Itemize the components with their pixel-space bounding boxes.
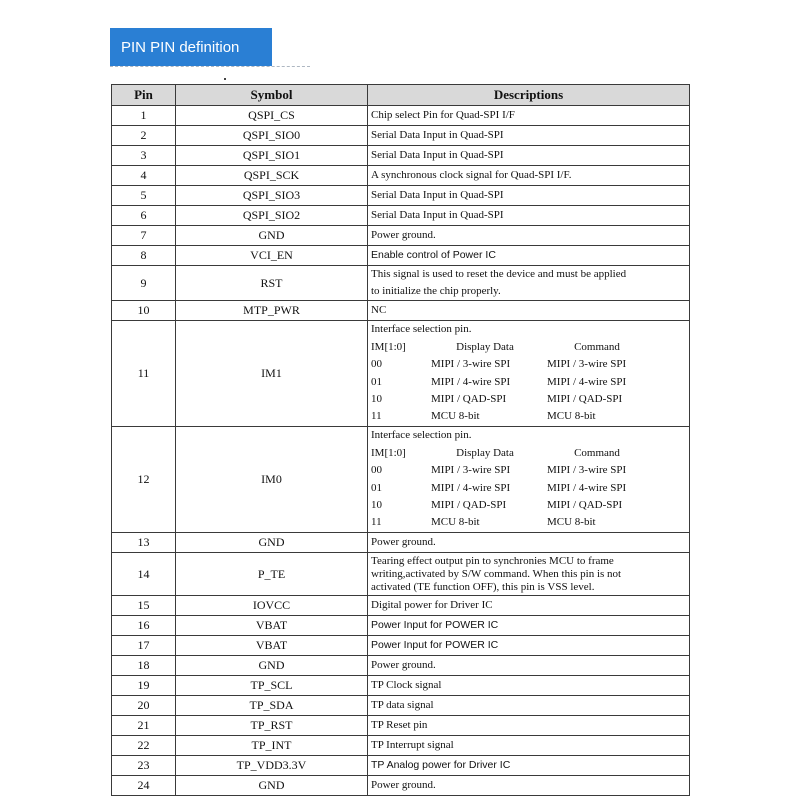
pin-symbol: QSPI_SIO3 [176, 186, 368, 206]
im-header-cell: Command [574, 446, 620, 459]
pin-description: Enable control of Power IC [368, 246, 690, 266]
pin-number: 8 [112, 246, 176, 266]
im-cell: MCU 8-bit [431, 516, 480, 529]
pin-symbol: TP_SDA [176, 696, 368, 716]
pin-description: Power ground. [368, 533, 690, 553]
table-row [112, 756, 690, 776]
column-header-pin: Pin [112, 85, 176, 106]
im-header-row [371, 339, 689, 356]
pin-symbol: P_TE [176, 553, 368, 596]
pin-number: 13 [112, 533, 176, 553]
table-row [112, 427, 690, 533]
im-cell: MIPI / QAD-SPI [547, 498, 623, 511]
pin-number: 14 [112, 553, 176, 596]
im-header-cell: IM[1:0] [371, 340, 406, 353]
pin-symbol: QSPI_SIO0 [176, 126, 368, 146]
pin-description: Serial Data Input in Quad-SPI [368, 146, 690, 166]
im-row [371, 391, 689, 408]
pin-description: A synchronous clock signal for Quad-SPI I/F. [368, 166, 690, 186]
im-cell: 01 [371, 375, 382, 388]
pin-number: 12 [112, 427, 176, 533]
im-cell: MIPI / 3-wire SPI [431, 358, 511, 371]
im-cell: MIPI / QAD-SPI [431, 392, 507, 405]
pin-symbol: TP_VDD3.3V [176, 756, 368, 776]
pin-number: 3 [112, 146, 176, 166]
im-intro: Interface selection pin. [371, 429, 472, 442]
im-row [371, 408, 689, 425]
pin-description: TP data signal [368, 696, 690, 716]
pin-symbol: VBAT [176, 636, 368, 656]
table-row [112, 596, 690, 616]
pin-number: 5 [112, 186, 176, 206]
im-cell: MCU 8-bit [547, 516, 596, 529]
pin-symbol: MTP_PWR [176, 301, 368, 321]
pin-number: 6 [112, 206, 176, 226]
im-row [371, 497, 689, 514]
pin-number: 23 [112, 756, 176, 776]
pin-description: NC [368, 301, 690, 321]
im-header-cell: Display Data [456, 340, 514, 353]
im-cell: MIPI / 4-wire SPI [547, 481, 627, 494]
table-row [112, 656, 690, 676]
im-intro: Interface selection pin. [371, 323, 472, 336]
im-row [371, 374, 689, 391]
table-row [112, 533, 690, 553]
table-row [112, 226, 690, 246]
interface-selection-block [371, 427, 689, 531]
column-header-symbol: Symbol [176, 85, 368, 106]
pin-number: 19 [112, 676, 176, 696]
pin-symbol: VBAT [176, 616, 368, 636]
pin-symbol: QSPI_SCK [176, 166, 368, 186]
im-cell: MIPI / 3-wire SPI [547, 358, 627, 371]
description-line: writing,activated by S/W command. When this pin is not [371, 567, 622, 580]
pin-description: TP Clock signal [368, 676, 690, 696]
pin-description: TP Reset pin [368, 716, 690, 736]
table-row [112, 206, 690, 226]
im-cell: MIPI / 4-wire SPI [547, 375, 627, 388]
pin-symbol: QSPI_SIO2 [176, 206, 368, 226]
pin-number: 24 [112, 776, 176, 796]
pin-number: 10 [112, 301, 176, 321]
pin-description: Chip select Pin for Quad-SPI I/F [368, 106, 690, 126]
table-row [112, 266, 690, 301]
table-row [112, 301, 690, 321]
pin-number: 22 [112, 736, 176, 756]
im-header-row [371, 445, 689, 462]
im-cell: 00 [371, 358, 382, 371]
description-line: This signal is used to reset the device and must be applied [371, 268, 627, 280]
pin-description: Serial Data Input in Quad-SPI [368, 206, 690, 226]
page-title: PIN PIN definition [110, 28, 272, 66]
table-row [112, 616, 690, 636]
pin-symbol: GND [176, 776, 368, 796]
im-cell: MCU 8-bit [431, 410, 480, 423]
im-header-cell: Command [574, 340, 620, 353]
im-cell: 10 [371, 498, 382, 511]
pin-symbol: GND [176, 226, 368, 246]
table-row [112, 146, 690, 166]
pin-description: TP Analog power for Driver IC [368, 756, 690, 776]
im-cell: MIPI / QAD-SPI [431, 498, 507, 511]
pin-number: 20 [112, 696, 176, 716]
im-header-cell: Display Data [456, 446, 514, 459]
table-row [112, 553, 690, 596]
header-divider [110, 66, 310, 68]
pin-number: 15 [112, 596, 176, 616]
pin-number: 7 [112, 226, 176, 246]
pin-number: 4 [112, 166, 176, 186]
description-line: Tearing effect output pin to synchronies MCU to frame [371, 554, 614, 567]
table-row [112, 676, 690, 696]
pin-description [368, 427, 690, 533]
im-row [371, 514, 689, 531]
pin-description: Power Input for POWER IC [368, 616, 690, 636]
table-row [112, 776, 690, 796]
im-cell: 10 [371, 392, 382, 405]
table-row [112, 126, 690, 146]
interface-selection-block [371, 321, 689, 425]
pin-symbol: IOVCC [176, 596, 368, 616]
table-row [112, 696, 690, 716]
pin-description [368, 553, 690, 596]
table-row [112, 106, 690, 126]
table-row [112, 636, 690, 656]
im-row [371, 462, 689, 479]
pin-number: 17 [112, 636, 176, 656]
pin-description [368, 266, 690, 301]
stray-dot [224, 78, 226, 80]
pin-description: Power Input for POWER IC [368, 636, 690, 656]
pin-description: Serial Data Input in Quad-SPI [368, 186, 690, 206]
pin-symbol: GND [176, 533, 368, 553]
pin-symbol: IM1 [176, 321, 368, 427]
pin-description [368, 321, 690, 427]
im-row [371, 480, 689, 497]
pin-symbol: RST [176, 266, 368, 301]
table-row [112, 246, 690, 266]
im-cell: MIPI / 3-wire SPI [547, 464, 627, 477]
im-cell: MIPI / QAD-SPI [547, 392, 623, 405]
im-header-cell: IM[1:0] [371, 446, 406, 459]
im-cell: MIPI / 4-wire SPI [431, 375, 511, 388]
table-row [112, 186, 690, 206]
pin-description: Power ground. [368, 226, 690, 246]
description-line: to initialize the chip properly. [371, 285, 501, 297]
table-row [112, 736, 690, 756]
im-cell: MIPI / 4-wire SPI [431, 481, 511, 494]
description-line: activated (TE function OFF), this pin is VSS level. [371, 580, 595, 593]
pin-symbol: TP_SCL [176, 676, 368, 696]
pin-number: 18 [112, 656, 176, 676]
im-cell: MCU 8-bit [547, 410, 596, 423]
im-row [371, 356, 689, 373]
pin-definition-table [111, 84, 690, 796]
im-cell: 11 [371, 410, 382, 423]
pin-description: Serial Data Input in Quad-SPI [368, 126, 690, 146]
pin-number: 1 [112, 106, 176, 126]
table-row [112, 321, 690, 427]
im-cell: 01 [371, 481, 382, 494]
pin-number: 16 [112, 616, 176, 636]
pin-symbol: IM0 [176, 427, 368, 533]
pin-symbol: QSPI_SIO1 [176, 146, 368, 166]
table-header-row [112, 85, 690, 106]
pin-symbol: QSPI_CS [176, 106, 368, 126]
pin-description: TP Interrupt signal [368, 736, 690, 756]
im-cell: MIPI / 3-wire SPI [431, 464, 511, 477]
pin-number: 9 [112, 266, 176, 301]
pin-symbol: VCI_EN [176, 246, 368, 266]
pin-symbol: TP_RST [176, 716, 368, 736]
table-row [112, 716, 690, 736]
im-cell: 11 [371, 516, 382, 529]
column-header-descriptions: Descriptions [368, 85, 690, 106]
pin-number: 11 [112, 321, 176, 427]
pin-description: Digital power for Driver IC [368, 596, 690, 616]
pin-symbol: GND [176, 656, 368, 676]
table-row [112, 166, 690, 186]
pin-description: Power ground. [368, 776, 690, 796]
pin-description: Power ground. [368, 656, 690, 676]
im-cell: 00 [371, 464, 382, 477]
pin-symbol: TP_INT [176, 736, 368, 756]
pin-number: 2 [112, 126, 176, 146]
pin-number: 21 [112, 716, 176, 736]
